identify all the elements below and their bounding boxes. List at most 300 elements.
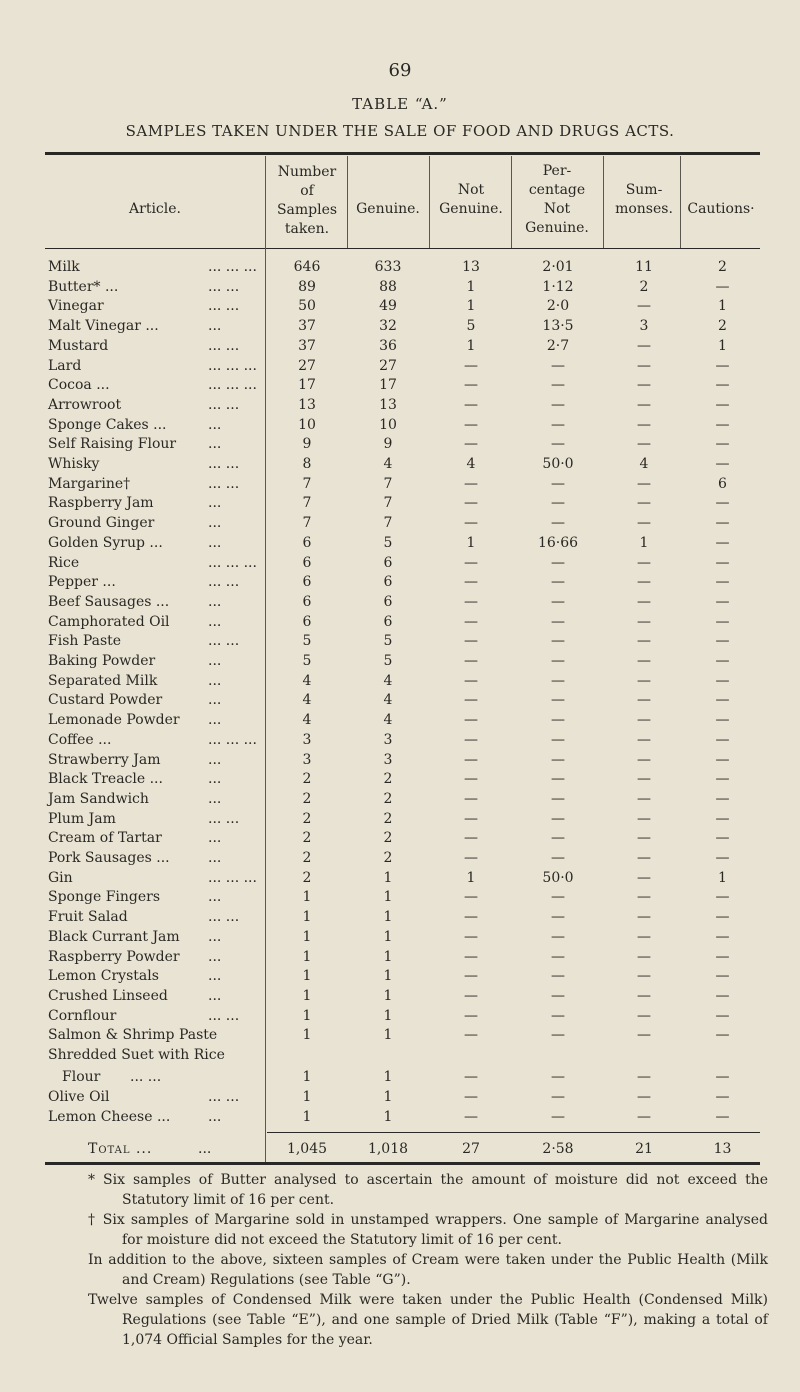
- table-row: [45, 473, 760, 495]
- number-cell: 27: [298, 357, 316, 374]
- cautions-cell: —: [715, 613, 730, 630]
- percentage-cell: —: [551, 416, 565, 433]
- genuine-cell: 10: [379, 416, 397, 433]
- article-cell: [48, 591, 263, 613]
- summonses-cell: —: [637, 790, 651, 807]
- not-genuine-cell: —: [464, 396, 478, 413]
- article-cell: [48, 1024, 263, 1046]
- cautions-cell: —: [715, 377, 730, 394]
- percentage-cell: —: [551, 515, 565, 532]
- genuine-cell: 7: [383, 495, 393, 512]
- not-genuine-cell: —: [464, 948, 478, 965]
- table-row: [45, 256, 760, 278]
- number-cell: 6: [302, 534, 312, 551]
- not-genuine-cell: —: [464, 987, 478, 1004]
- percentage-cell: —: [551, 554, 565, 571]
- summonses-cell: —: [637, 337, 651, 354]
- header-number-line: Number: [277, 164, 337, 180]
- number-cell: 1: [302, 1069, 312, 1085]
- cautions-cell: —: [715, 1069, 730, 1085]
- percentage-cell: —: [551, 377, 565, 394]
- genuine-cell: 1: [383, 889, 393, 906]
- genuine-cell: 1: [383, 909, 393, 926]
- header-bottom-rule: [45, 248, 760, 249]
- article-cell: [48, 670, 263, 692]
- article-cell: [48, 689, 263, 711]
- article-cell: [48, 1086, 263, 1108]
- cautions-cell: —: [715, 810, 730, 827]
- header-number-line: Samples: [276, 202, 338, 218]
- summonses-cell: —: [637, 475, 651, 492]
- leader-dots: ... ...: [208, 574, 240, 591]
- table-row: [45, 1044, 760, 1066]
- table-row: [45, 946, 760, 968]
- percentage-cell: —: [551, 850, 565, 866]
- article-cell: [48, 315, 263, 337]
- header-number-line: of: [300, 183, 314, 199]
- cautions-cell: —: [715, 987, 730, 1004]
- article-name: Baking Powder: [48, 653, 156, 669]
- number-cell: 1: [302, 909, 312, 926]
- article-name: Vinegar: [48, 298, 104, 315]
- table-row: [45, 611, 760, 633]
- number-cell: 3: [302, 731, 312, 748]
- not-genuine-cell: 5: [466, 318, 476, 335]
- footnote-butter: * Six samples of Butter analysed to ascertain the amount of moisture did not exceed the Statutory limit of 16 per cent.: [88, 1172, 768, 1208]
- number-cell: 4: [302, 712, 312, 729]
- number-cell: 7: [302, 495, 312, 512]
- footnote-margarine: † Six samples of Margarine sold in unstamped wrappers. One sample of Margarine analysed for moisture did not exceed the Statutory limit of 16 per cent.: [88, 1212, 768, 1248]
- article-name: Black Treacle ...: [48, 771, 163, 788]
- article-name: Crushed Linseed: [48, 987, 168, 1004]
- column-rule: [603, 156, 604, 248]
- summonses-cell: —: [637, 633, 651, 650]
- article-cell: [48, 276, 263, 298]
- leader-dots: ...: [208, 928, 222, 945]
- article-name: Cocoa ...: [48, 377, 110, 394]
- leader-dots: ...: [208, 495, 222, 512]
- not-genuine-cell: —: [464, 1069, 478, 1085]
- percentage-cell: —: [551, 436, 565, 453]
- percentage-cell: —: [551, 495, 565, 512]
- number-cell: 1: [302, 987, 312, 1004]
- article-cell: [48, 1106, 263, 1128]
- table-row: [45, 847, 760, 869]
- table-row: [45, 571, 760, 593]
- table-bottom-rule: [45, 1162, 760, 1165]
- leader-dots: ...: [208, 850, 222, 866]
- number-cell: 13: [298, 396, 316, 413]
- percentage-cell: 2·01: [542, 259, 574, 275]
- table-row: [45, 1066, 760, 1088]
- genuine-cell: 1: [383, 968, 393, 985]
- article-name: Lemon Cheese ...: [48, 1109, 171, 1125]
- article-name: Raspberry Jam: [48, 495, 154, 512]
- percentage-cell: —: [551, 987, 565, 1004]
- number-cell: 2: [302, 850, 312, 866]
- percentage-cell: 2·0: [546, 298, 570, 315]
- article-name: Salmon & Shrimp Paste: [48, 1027, 218, 1044]
- leader-dots: ...: [208, 692, 222, 709]
- table-row: [45, 1024, 760, 1046]
- article-cell: [48, 1066, 263, 1088]
- percentage-cell: 2·7: [546, 337, 570, 354]
- summonses-cell: —: [637, 948, 651, 965]
- leader-dots: ...: [208, 318, 222, 335]
- article-cell: [48, 749, 263, 771]
- summonses-cell: —: [637, 771, 651, 788]
- genuine-cell: 1: [383, 1007, 393, 1024]
- table-row: [45, 867, 760, 889]
- table-row: [45, 768, 760, 790]
- article-name: Milk: [48, 259, 80, 275]
- article-cell: [48, 512, 263, 534]
- genuine-cell: 2: [383, 830, 393, 847]
- not-genuine-cell: —: [464, 731, 478, 748]
- article-name: Beef Sausages ...: [48, 593, 170, 610]
- leader-dots: ... ... ...: [208, 869, 257, 886]
- not-genuine-cell: —: [464, 1089, 478, 1105]
- leader-dots: ... ... ...: [208, 377, 257, 394]
- not-genuine-cell: 1: [466, 337, 476, 354]
- summonses-cell: —: [637, 574, 651, 591]
- cautions-cell: 6: [718, 475, 727, 492]
- number-cell: 2: [302, 810, 312, 827]
- header-not-genuine: [431, 181, 511, 219]
- cautions-cell: —: [715, 889, 730, 906]
- table-row: [45, 492, 760, 514]
- percentage-cell: —: [551, 810, 565, 827]
- percentage-cell: 1·12: [542, 278, 574, 295]
- percentage-cell: —: [551, 889, 565, 906]
- leader-dots: ...: [208, 948, 222, 965]
- cautions-cell: —: [715, 928, 730, 945]
- article-name: Pepper ...: [48, 574, 116, 591]
- article-name: Sponge Fingers: [48, 889, 161, 906]
- number-cell: 1: [302, 1089, 312, 1105]
- not-genuine-cell: —: [464, 712, 478, 729]
- percentage-cell: 13·5: [542, 318, 574, 335]
- article-name: Gin: [48, 869, 73, 886]
- leader-dots: ... ...: [130, 1069, 162, 1085]
- number-cell: 7: [302, 475, 312, 492]
- total-cautions: 13: [713, 1141, 732, 1157]
- article-cell: [48, 335, 263, 357]
- percentage-cell: —: [551, 692, 565, 709]
- genuine-cell: 1: [383, 987, 393, 1004]
- percentage-cell: —: [551, 475, 565, 492]
- summonses-cell: —: [637, 830, 651, 847]
- cautions-cell: —: [715, 850, 730, 866]
- cautions-cell: —: [715, 436, 730, 453]
- article-name: Sponge Cakes ...: [48, 416, 167, 433]
- number-cell: 2: [302, 771, 312, 788]
- not-genuine-cell: —: [464, 889, 478, 906]
- table-title: SAMPLES TAKEN UNDER THE SALE OF FOOD AND DRUGS ACTS.: [125, 122, 675, 140]
- cautions-cell: —: [715, 751, 730, 768]
- article-name: Whisky: [48, 456, 100, 472]
- not-genuine-cell: —: [464, 1027, 478, 1044]
- article-name: Fish Paste: [48, 633, 122, 650]
- not-genuine-cell: —: [464, 751, 478, 768]
- cautions-cell: 2: [718, 259, 727, 275]
- article-cell: [48, 926, 263, 948]
- genuine-cell: 2: [383, 850, 393, 866]
- leader-dots: ...: [208, 790, 222, 807]
- summonses-cell: 2: [639, 278, 649, 295]
- header-percentage-line: centage: [528, 182, 586, 198]
- table-row: [45, 1106, 760, 1128]
- not-genuine-cell: —: [464, 1007, 478, 1024]
- cautions-cell: —: [715, 357, 730, 374]
- cautions-cell: —: [715, 278, 730, 295]
- summonses-cell: —: [637, 396, 651, 413]
- genuine-cell: 7: [383, 515, 393, 532]
- article-name: Plum Jam: [48, 810, 116, 827]
- summonses-cell: 1: [639, 534, 649, 551]
- genuine-cell: 7: [383, 475, 393, 492]
- number-cell: 1: [302, 889, 312, 906]
- summonses-cell: —: [637, 751, 651, 768]
- article-cell: [48, 453, 263, 475]
- percentage-cell: —: [551, 574, 565, 591]
- article-name: Cream of Tartar: [48, 830, 162, 847]
- header-cautions: Cautions·: [687, 201, 755, 217]
- percentage-cell: —: [551, 1027, 565, 1044]
- summonses-cell: —: [637, 495, 651, 512]
- number-cell: 17: [298, 377, 316, 394]
- summonses-cell: —: [637, 692, 651, 709]
- article-cell: [48, 985, 263, 1007]
- summonses-cell: —: [637, 1089, 651, 1105]
- cautions-cell: —: [715, 456, 730, 472]
- percentage-cell: 50·0: [542, 869, 574, 886]
- genuine-cell: 2: [383, 810, 393, 827]
- article-cell: [48, 788, 263, 810]
- article-cell: [48, 552, 263, 574]
- cautions-cell: 1: [718, 298, 727, 315]
- genuine-cell: 88: [379, 278, 397, 295]
- number-cell: 646: [293, 259, 321, 275]
- not-genuine-cell: —: [464, 672, 478, 689]
- number-cell: 2: [302, 790, 312, 807]
- table-row: [45, 689, 760, 711]
- header-summonses-line: monses.: [615, 201, 673, 217]
- article-name: Strawberry Jam: [48, 751, 161, 768]
- article-name: Shredded Suet with Rice: [48, 1047, 225, 1063]
- percentage-cell: —: [551, 633, 565, 650]
- leader-dots: ... ... ...: [208, 554, 257, 571]
- not-genuine-cell: —: [464, 771, 478, 788]
- genuine-cell: 1: [383, 1109, 393, 1125]
- genuine-cell: 6: [383, 554, 393, 571]
- genuine-cell: 1: [383, 1069, 393, 1085]
- column-rule: [429, 156, 430, 248]
- cautions-cell: —: [715, 633, 730, 650]
- article-cell: [48, 906, 263, 928]
- summonses-cell: —: [637, 436, 651, 453]
- table-row: [45, 886, 760, 908]
- number-cell: 1: [302, 1109, 312, 1125]
- table-row: [45, 827, 760, 849]
- not-genuine-cell: 13: [462, 259, 480, 275]
- number-cell: 1: [302, 948, 312, 965]
- leader-dots: ...: [208, 534, 222, 551]
- summonses-cell: —: [637, 850, 651, 866]
- article-name: Olive Oil: [48, 1089, 110, 1105]
- total-summonses: 21: [635, 1141, 653, 1157]
- cautions-cell: —: [715, 771, 730, 788]
- not-genuine-cell: —: [464, 928, 478, 945]
- leader-dots: ...: [198, 1141, 212, 1157]
- table-row: [45, 926, 760, 948]
- percentage-cell: —: [551, 672, 565, 689]
- cautions-cell: —: [715, 672, 730, 689]
- table-row: [45, 1005, 760, 1027]
- cautions-cell: 1: [718, 337, 727, 354]
- header-percentage-line: Not: [543, 201, 571, 217]
- summonses-cell: —: [637, 869, 651, 886]
- cautions-cell: —: [715, 653, 730, 669]
- genuine-cell: 9: [383, 436, 393, 453]
- summonses-cell: —: [637, 613, 651, 630]
- table-row: [45, 788, 760, 810]
- percentage-cell: —: [551, 948, 565, 965]
- not-genuine-cell: —: [464, 692, 478, 709]
- number-cell: 37: [298, 337, 316, 354]
- number-cell: 6: [302, 613, 312, 630]
- table-row: [45, 276, 760, 298]
- not-genuine-cell: —: [464, 909, 478, 926]
- table-row: [45, 394, 760, 416]
- not-genuine-cell: 4: [466, 456, 476, 472]
- number-cell: 8: [302, 456, 312, 472]
- header-number: [267, 163, 347, 239]
- cautions-cell: 2: [718, 318, 727, 335]
- summonses-cell: —: [637, 909, 651, 926]
- leader-dots: ...: [208, 515, 222, 532]
- leader-dots: ... ...: [208, 278, 240, 295]
- article-cell: [48, 374, 263, 396]
- article-name: Margarine†: [48, 475, 131, 492]
- cautions-cell: —: [715, 495, 730, 512]
- table-row: [45, 906, 760, 928]
- total-number: 1,045: [286, 1141, 328, 1157]
- number-cell: 4: [302, 672, 312, 689]
- leader-dots: ... ... ...: [208, 357, 257, 374]
- percentage-cell: —: [551, 1069, 565, 1085]
- number-cell: 1: [302, 968, 312, 985]
- genuine-cell: 5: [383, 653, 393, 669]
- table-row: [45, 749, 760, 771]
- cautions-cell: —: [715, 790, 730, 807]
- number-cell: 9: [302, 436, 312, 453]
- article-name: Camphorated Oil: [48, 613, 170, 630]
- genuine-cell: 1: [383, 1089, 393, 1105]
- table-row: [45, 532, 760, 554]
- table-row: [45, 453, 760, 475]
- article-name: Malt Vinegar ...: [48, 318, 159, 335]
- cautions-cell: —: [715, 712, 730, 729]
- article-cell: [48, 355, 263, 377]
- percentage-cell: —: [551, 968, 565, 985]
- article-name: Jam Sandwich: [48, 790, 149, 807]
- genuine-cell: 6: [383, 613, 393, 630]
- not-genuine-cell: 1: [466, 869, 476, 886]
- genuine-cell: 3: [383, 731, 393, 748]
- article-name: Arrowroot: [48, 396, 122, 413]
- table-row: [45, 1086, 760, 1108]
- number-cell: 3: [302, 751, 312, 768]
- article-cell: [48, 414, 263, 436]
- number-cell: 6: [302, 574, 312, 591]
- article-cell: [48, 808, 263, 830]
- article-name: Coffee ...: [48, 731, 112, 748]
- article-cell: [48, 433, 263, 455]
- summonses-cell: 4: [639, 456, 649, 472]
- cautions-cell: —: [715, 1007, 730, 1024]
- table-row: [45, 315, 760, 337]
- percentage-cell: —: [551, 751, 565, 768]
- article-cell: [48, 827, 263, 849]
- article-cell: [48, 650, 263, 672]
- table-row: [45, 985, 760, 1007]
- leader-dots: ...: [208, 987, 222, 1004]
- total-percentage: 2·58: [542, 1141, 574, 1157]
- article-cell: [48, 886, 263, 908]
- table-row: [45, 670, 760, 692]
- column-rule: [347, 156, 348, 248]
- not-genuine-cell: 1: [466, 278, 476, 295]
- percentage-cell: —: [551, 653, 565, 669]
- note-condensed-milk: Twelve samples of Condensed Milk were taken under the Public Health (Condensed Milk) Regulations (see Table “E”), and one sample of Dried Milk (Table “F”), making a total of 1,074 Official Samples for the year.: [88, 1292, 768, 1348]
- article-cell: [48, 867, 263, 889]
- not-genuine-cell: —: [464, 613, 478, 630]
- percentage-cell: —: [551, 790, 565, 807]
- not-genuine-cell: —: [464, 810, 478, 827]
- article-name: Butter* ...: [48, 278, 119, 295]
- number-cell: 6: [302, 593, 312, 610]
- summonses-cell: —: [637, 1109, 651, 1125]
- summonses-cell: —: [637, 357, 651, 374]
- leader-dots: ...: [208, 613, 222, 630]
- number-cell: 5: [302, 653, 312, 669]
- genuine-cell: 6: [383, 574, 393, 591]
- leader-dots: ... ...: [208, 337, 240, 354]
- article-cell: [48, 492, 263, 514]
- number-cell: 1: [302, 928, 312, 945]
- table-row: [45, 591, 760, 613]
- genuine-cell: 27: [379, 357, 397, 374]
- cautions-cell: —: [715, 593, 730, 610]
- article-cell: [48, 571, 263, 593]
- leader-dots: ...: [208, 416, 222, 433]
- cautions-cell: —: [715, 731, 730, 748]
- header-summonses-line: Sum-: [625, 182, 663, 198]
- header-not-genuine-line: Genuine.: [439, 201, 503, 217]
- header-percentage: [513, 162, 601, 238]
- summonses-cell: —: [637, 554, 651, 571]
- table-row: [45, 709, 760, 731]
- article-name: Black Currant Jam: [48, 928, 180, 945]
- number-cell: 4: [302, 692, 312, 709]
- table-row: [45, 808, 760, 830]
- genuine-cell: 4: [383, 672, 393, 689]
- footnotes: [88, 1170, 768, 1350]
- not-genuine-cell: —: [464, 790, 478, 807]
- percentage-cell: —: [551, 396, 565, 413]
- leader-dots: ...: [208, 436, 222, 453]
